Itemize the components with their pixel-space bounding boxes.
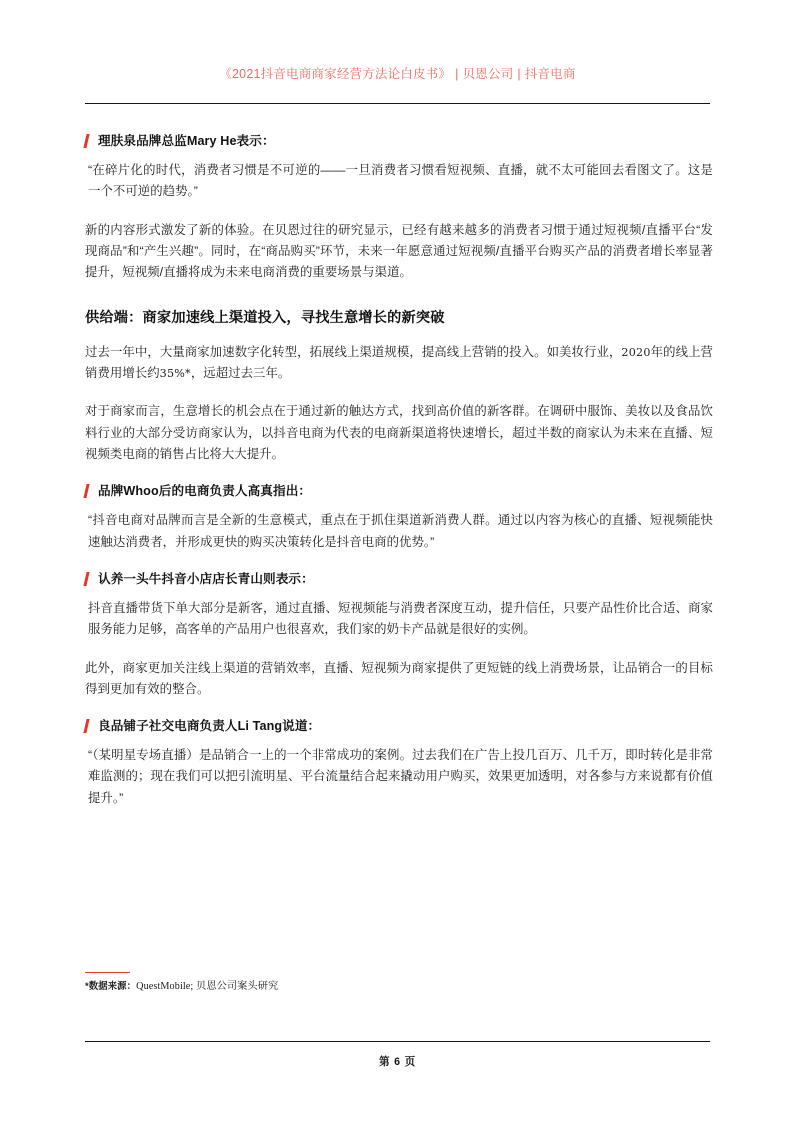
body-paragraph-marketing-efficiency: 此外，商家更加关注线上渠道的营销效率，直播、短视频为商家提供了更短链的线上消费场景，让品销合一的目标得到更加有效的整合。 xyxy=(85,660,713,696)
body-paragraph-digital-transformation xyxy=(85,342,713,385)
red-slash-icon xyxy=(83,719,89,733)
footer-divider-rule xyxy=(85,1041,710,1042)
speaker-heading-mary-he xyxy=(85,132,713,151)
body-paragraph-growth-opportunity: 对于商家而言，生意增长的机会点在于通过新的触达方式，找到高价值的新客群。在调研中服饰、美妆以及食品饮料行业的大部分受访商家认为，以抖音电商为代表的电商新渠道将快速增长，超过半数的商家认为未来在直播、短视频类电商的销售占比将大大提升。 xyxy=(85,404,713,462)
footnote-divider-rule xyxy=(85,972,130,973)
speaker-heading-qing-shan xyxy=(85,570,713,589)
para2-percentage-value: 35%* xyxy=(159,367,191,381)
header-separator-1: | xyxy=(455,67,459,81)
speaker-heading-li-tang xyxy=(85,717,713,736)
quote-paragraph-li-tang: “（某明星专场直播）是品销合一上的一个非常成功的案例。过去我们在广告上投几百万、几千万，即时转化是非常难监测的；现在我们可以把引流明星、平台流量结合起来撬动用户购买，效果更加透明，对各参与方来说都有价值提升。” xyxy=(88,748,713,805)
para2-segment-a: 过去一年中，大量商家加速数字化转型，拓展线上渠道规模，提高线上营销的投入。如美妆行业， xyxy=(85,344,622,359)
section-heading-supply-side: 供给端：商家加速线上渠道投入，寻找生意增长的新突破 xyxy=(85,309,445,326)
header-divider-rule xyxy=(85,103,710,104)
para2-year-value: 2020 xyxy=(621,345,651,359)
quote-paragraph-gao-zhen: “抖音电商对品牌而言是全新的生意模式，重点在于抓住渠道新消费人群。通过以内容为核心的直播、短视频能快速触达消费者，并形成更快的购买决策转化是抖音电商的优势。” xyxy=(88,513,713,549)
speaker-label: 良品铺子社交电商负责人Li Tang说道： xyxy=(98,719,321,734)
document-running-header xyxy=(85,64,710,82)
quote-paragraph-mary-he: “在碎片化的时代，消费者习惯是不可逆的——一旦消费者习惯看短视频、直播，就不太可能回去看图文了。这是一个不可逆的趋势。” xyxy=(88,162,713,199)
header-org: 贝恩公司 xyxy=(462,67,514,81)
para2-segment-c: ，远超过去三年。 xyxy=(190,366,291,381)
red-slash-icon xyxy=(83,572,89,586)
header-brand: 抖音电商 xyxy=(524,67,576,81)
footnote-text xyxy=(85,979,710,994)
page-number: 第 6 页 xyxy=(379,1056,416,1068)
speaker-label: 品牌Whoo后的电商负责人高真指出： xyxy=(98,484,312,499)
red-slash-icon xyxy=(83,484,89,498)
speaker-label: 认养一头牛抖音小店店长青山则表示： xyxy=(98,572,314,587)
footnote-block xyxy=(85,972,710,995)
header-title: 《2021抖音电商商家经营方法论白皮书》 xyxy=(219,67,452,81)
para2-segment-b: 年的线上营销费用增长约 xyxy=(85,344,713,381)
footnote-source: QuestMobile; 贝恩公司案头研究 xyxy=(136,981,279,993)
body-paragraph-content-experience: 新的内容形式激发了新的体验。在贝恩过往的研究显示，已经有越来越多的消费者习惯于通过短视频/直播平台“发现商品”和“产生兴趣”。同时，在“商品购买”环节，未来一年愿意通过短视频/直播平台购买产品的消费者增长率显著提升，短视频/直播将成为未来电商消费的重要场景与渠道。 xyxy=(85,222,713,280)
footnote-label: *数据来源： xyxy=(85,980,137,992)
red-slash-icon xyxy=(83,134,89,148)
speaker-heading-gao-zhen xyxy=(85,482,713,501)
speaker-label: 理肤泉品牌总监Mary He表示： xyxy=(98,134,275,148)
header-separator-2: | xyxy=(517,67,521,81)
quote-paragraph-qing-shan: 抖音直播带货下单大部分是新客，通过直播、短视频能与消费者深度互动，提升信任，只要产品性价比合适、商家服务能力足够，高客单的产品用户也很喜欢，我们家的奶卡产品就是很好的实例。 xyxy=(88,600,713,637)
document-body xyxy=(85,132,713,826)
